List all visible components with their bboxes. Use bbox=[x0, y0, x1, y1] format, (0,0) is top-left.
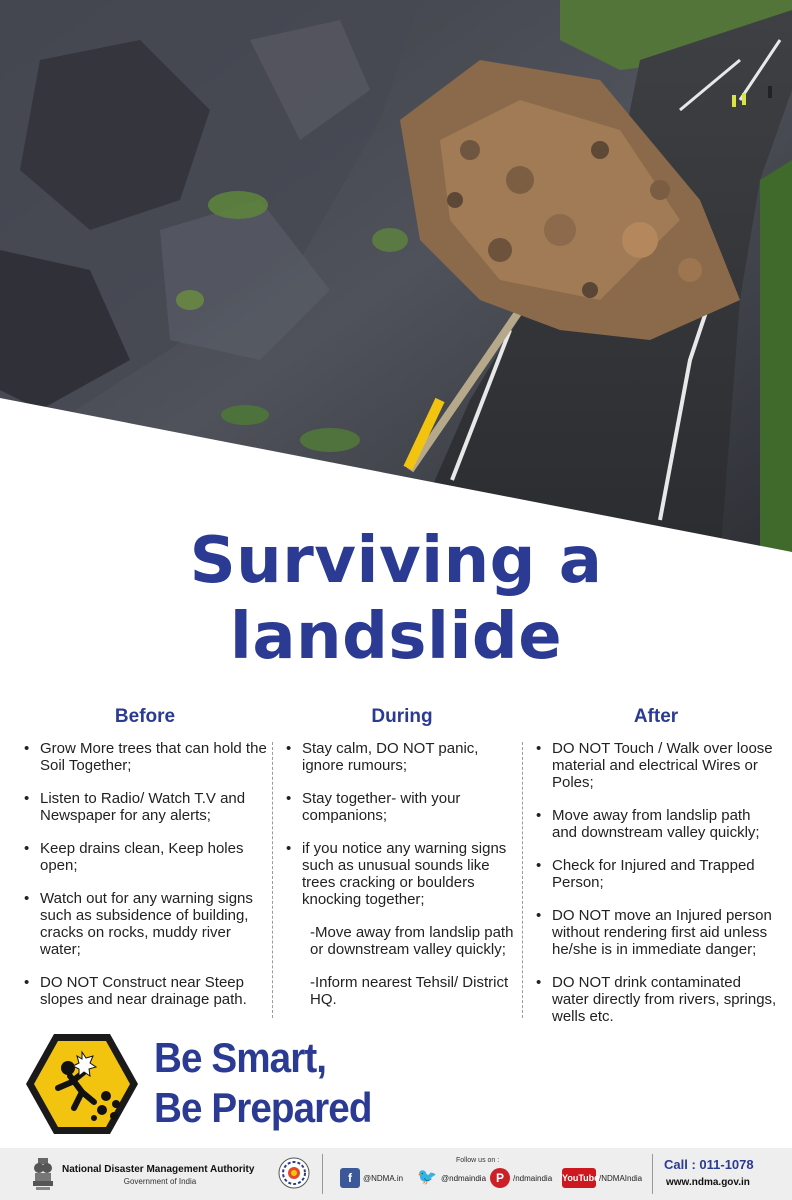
social-youtube[interactable]: YouTube /NDMAIndia bbox=[562, 1168, 642, 1188]
youtube-icon: YouTube bbox=[562, 1168, 596, 1188]
org-name: National Disaster Management Authority bbox=[62, 1164, 255, 1175]
list-item: • Listen to Radio/ Watch T.V and Newspaper for any alerts; bbox=[22, 790, 268, 824]
facebook-icon: f bbox=[340, 1168, 360, 1188]
poster-title-line1: Surviving a bbox=[189, 524, 603, 598]
ndma-logo-icon bbox=[278, 1157, 310, 1189]
slogan-line2: Be Prepared bbox=[154, 1084, 372, 1131]
column-after bbox=[534, 706, 778, 1041]
list-item: • Stay calm, DO NOT panic, ignore rumours; bbox=[284, 740, 520, 774]
footer-separator bbox=[322, 1154, 323, 1194]
list-item: • Check for Injured and Trapped Person; bbox=[534, 857, 778, 891]
pinterest-icon: P bbox=[490, 1168, 510, 1188]
column-before bbox=[22, 706, 268, 1024]
govt-label: Government of India bbox=[123, 1177, 197, 1186]
list-item: • Move away from landslip path and downstream valley quickly; bbox=[534, 807, 778, 841]
column-heading-before: Before bbox=[114, 706, 176, 727]
list-item: • Watch out for any warning signs such as subsidence of building, cracks on rocks, muddy river water; bbox=[22, 890, 268, 958]
column-heading-after: After bbox=[633, 706, 679, 727]
column-heading-during: During bbox=[371, 706, 433, 727]
column-divider bbox=[272, 742, 273, 1018]
list-item: • DO NOT drink contaminated water directly from rivers, springs, wells etc. bbox=[534, 974, 778, 1025]
list-item: • DO NOT Construct near Steep slopes and near drainage path. bbox=[22, 974, 268, 1008]
twitter-icon: 🐦 bbox=[417, 1169, 437, 1186]
landslide-hazard-icon bbox=[24, 1032, 140, 1136]
diagonal-divider bbox=[0, 0, 792, 560]
list-item: • DO NOT move an Injured person without rendering first aid unless he/she is in immediate danger; bbox=[534, 907, 778, 958]
list-subitem: -Move away from landslip path or downstream valley quickly; bbox=[310, 924, 514, 958]
footer-separator bbox=[652, 1154, 653, 1194]
list-subitem: -Inform nearest Tehsil/ District HQ. bbox=[310, 974, 509, 1008]
column-divider bbox=[522, 742, 523, 1018]
slogan-line1: Be Smart, bbox=[154, 1034, 327, 1081]
during-list bbox=[284, 740, 520, 1008]
website-link[interactable]: www.ndma.gov.in bbox=[666, 1177, 750, 1188]
column-during bbox=[284, 706, 520, 1024]
before-list bbox=[22, 740, 268, 1008]
list-item: • Grow More trees that can hold the Soil Together; bbox=[22, 740, 268, 774]
after-list bbox=[534, 740, 778, 1025]
helpline-number: Call : 011-1078 bbox=[664, 1157, 754, 1172]
national-emblem-icon bbox=[30, 1156, 56, 1192]
social-facebook[interactable]: f @NDMA.in bbox=[340, 1168, 403, 1188]
list-item: • DO NOT Touch / Walk over loose material and electrical Wires or Poles; bbox=[534, 740, 778, 791]
poster-title-line2: landslide bbox=[229, 600, 563, 674]
social-pinterest[interactable]: P /ndmaindia bbox=[490, 1168, 552, 1188]
guidance-columns bbox=[22, 706, 782, 1025]
social-twitter[interactable]: 🐦 @ndmaindia bbox=[417, 1169, 487, 1186]
list-item: • Keep drains clean, Keep holes open; bbox=[22, 840, 268, 874]
footer-bar bbox=[0, 1148, 792, 1200]
follow-label: Follow us on : bbox=[456, 1157, 500, 1164]
list-item: • Stay together- with your companions; bbox=[284, 790, 520, 824]
list-item: • if you notice any warning signs such as unusual sounds like trees cracking or boulders knocking together; bbox=[284, 840, 520, 908]
